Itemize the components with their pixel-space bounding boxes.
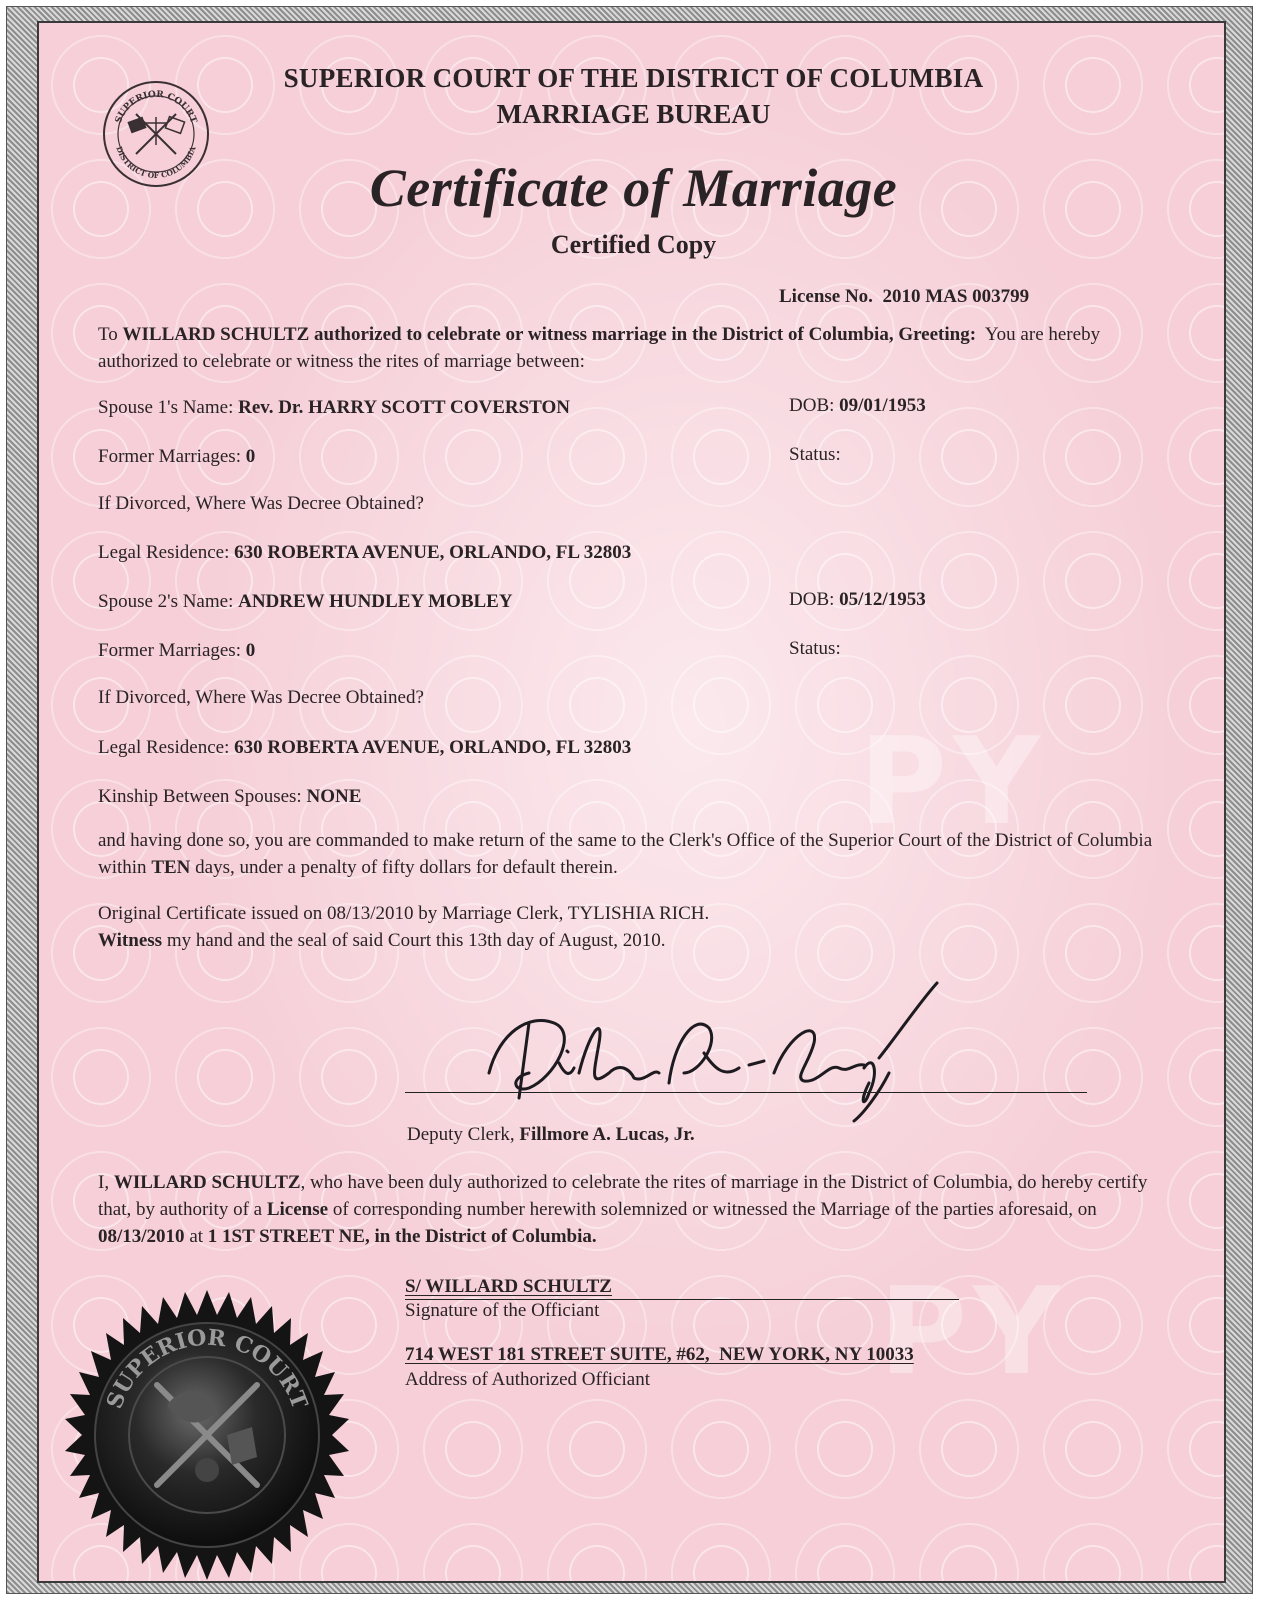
original-paragraph	[98, 900, 1163, 954]
original-line-2: my hand and the seal of said Court this 13th day of August, 2010.	[166, 930, 666, 951]
witness-word: Witness	[98, 930, 163, 951]
certificate-paper	[37, 21, 1226, 1583]
spouse2-name: ANDREW HUNDLEY MOBLEY	[238, 591, 513, 612]
original-line-1: Original Certificate issued on 08/13/2010 by Marriage Clerk, TYLISHIA RICH.	[98, 903, 710, 924]
kinship-value: NONE	[306, 786, 362, 807]
officiant-address: 714 WEST 181 STREET SUITE, #62, NEW YORK, NY 10033	[405, 1344, 914, 1365]
spouse1-former: 0	[245, 446, 256, 467]
seal-top-text: SUPERIOR COURT	[113, 89, 199, 125]
command-text-2: days, under a penalty of fifty dollars for default therein.	[195, 857, 618, 878]
certification-date: 08/13/2010	[98, 1226, 185, 1247]
spouse1-status-label: Status:	[789, 444, 841, 465]
certificate-border	[6, 6, 1253, 1594]
greeting-bold-text: authorized to celebrate or witness marriage in the District of Columbia, Greeting:	[314, 324, 977, 345]
spouse1-name-row	[98, 394, 570, 421]
spouse1-residence-row	[98, 539, 631, 566]
spouse2-dob: 05/12/1953	[839, 589, 926, 610]
command-text-1: and having done so, you are commanded to make return of the same to the Clerk's Office of the Superior Court of the District of Columbia within	[98, 830, 1153, 878]
certification-text-1: , who have been duly authorized to celebrate the rites of marriage in the District of Columbia, do hereby certify that, by authority of a	[98, 1172, 1148, 1220]
greeting-officiant: WILLARD SCHULTZ	[122, 324, 310, 345]
spouse1-dob-row	[789, 392, 926, 419]
spouse1-dob-label: DOB:	[789, 395, 835, 416]
spouse1-former-row	[98, 443, 255, 470]
certification-text-2: of corresponding number herewith solemnized or witnessed the Marriage of the parties aforesaid, on	[332, 1199, 1097, 1220]
spouse2-residence: 630 ROBERTA AVENUE, ORLANDO, FL 32803	[234, 737, 632, 758]
spouse2-dob-row	[789, 586, 926, 613]
clerk-signature-line	[405, 1092, 1087, 1093]
spouse2-residence-label: Legal Residence:	[98, 737, 230, 758]
officiant-signature-label: Signature of the Officiant	[405, 1300, 600, 1321]
spouse1-dob: 09/01/1953	[839, 395, 926, 416]
certification-officiant: WILLARD SCHULTZ	[113, 1172, 301, 1193]
handwritten-signature-icon	[459, 973, 939, 1123]
certification-prefix: I,	[98, 1172, 110, 1193]
clerk-name: Fillmore A. Lucas, Jr.	[519, 1124, 695, 1145]
spouse2-name-label: Spouse 2's Name:	[98, 591, 234, 612]
command-paragraph	[98, 827, 1163, 881]
officiant-address-label: Address of Authorized Officiant	[405, 1369, 651, 1390]
spouse2-former-label: Former Marriages:	[98, 640, 241, 661]
greeting-paragraph	[98, 321, 1163, 375]
spouse1-residence-label: Legal Residence:	[98, 542, 230, 563]
spouse2-divorce-label: If Divorced, Where Was Decree Obtained?	[98, 687, 424, 708]
greeting-prefix: To	[98, 324, 118, 345]
seal-arc-text: SUPERIOR COURT	[101, 1324, 313, 1413]
certificate-title: Certificate of Marriage	[369, 158, 898, 218]
spouse2-former-row	[98, 637, 255, 664]
spouse2-residence-row	[98, 734, 631, 761]
spouse1-former-label: Former Marriages:	[98, 446, 241, 467]
clerk-label: Deputy Clerk,	[407, 1124, 515, 1145]
certification-text-3: at	[189, 1226, 204, 1247]
greeting-rest: You are hereby authorized to celebrate or witness the rites of marriage between:	[98, 324, 1101, 372]
original-line-2-wrap	[98, 927, 1163, 954]
license-number: 2010 MAS 003799	[882, 286, 1030, 307]
bureau-heading: MARRIAGE BUREAU	[496, 99, 771, 129]
court-heading: SUPERIOR COURT OF THE DISTRICT OF COLUMBIA	[283, 63, 984, 93]
spouse2-name-row	[98, 588, 513, 615]
spouse1-name: Rev. Dr. HARRY SCOTT COVERSTON	[238, 397, 570, 418]
spouse2-status-label: Status:	[789, 638, 841, 659]
certification-paragraph	[98, 1169, 1163, 1250]
officiant-signature: S/ WILLARD SCHULTZ	[405, 1276, 612, 1297]
kinship-row	[98, 783, 361, 810]
license-number-line	[779, 286, 1029, 308]
certification-license: License	[266, 1199, 329, 1220]
certification-place: 1 1ST STREET NE, in the District of Columbia.	[207, 1226, 597, 1247]
spouse1-name-label: Spouse 1's Name:	[98, 397, 234, 418]
command-ten: TEN	[151, 857, 191, 878]
kinship-label: Kinship Between Spouses:	[98, 786, 302, 807]
seal-bottom-text: DISTRICT OF COLUMBIA	[114, 145, 198, 181]
license-label: License No.	[779, 286, 873, 307]
spouse1-divorce-label: If Divorced, Where Was Decree Obtained?	[98, 493, 424, 514]
embossed-foil-seal-icon	[57, 1285, 357, 1583]
clerk-row	[407, 1121, 695, 1148]
spouse2-former: 0	[245, 640, 256, 661]
copy-watermark: PY	[859, 713, 1046, 852]
spouse2-dob-label: DOB:	[789, 589, 835, 610]
certificate-subtitle: Certified Copy	[550, 230, 717, 259]
copy-watermark: PY	[879, 1263, 1066, 1402]
spouse1-residence: 630 ROBERTA AVENUE, ORLANDO, FL 32803	[234, 542, 632, 563]
